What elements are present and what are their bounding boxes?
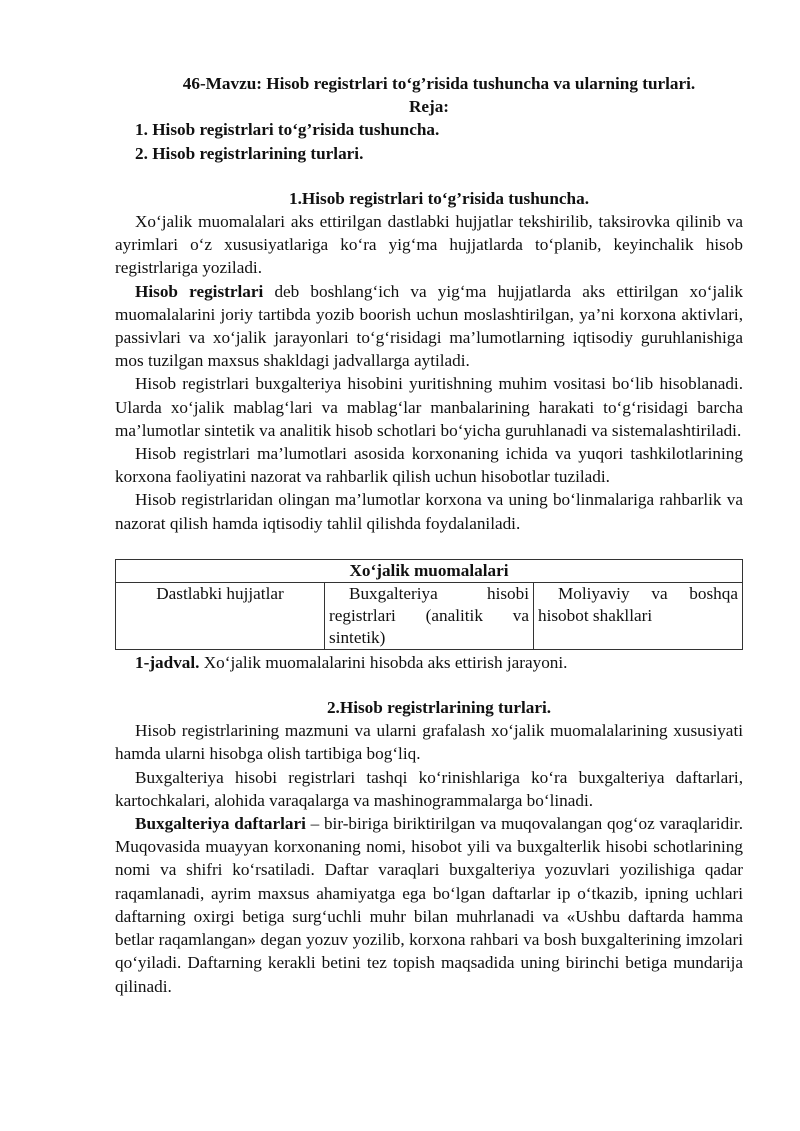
term-buxgalteriya-daftarlari: Buxgalteriya daftarlari: [135, 814, 306, 834]
section-1-paragraph-5: Hisob registrlaridan olingan ma’lumotlar korxona va uning bo‘linmalariga rahbarlik va nazorat qilish hamda iqtisodiy tahlil qilishda foydalaniladi.: [115, 490, 743, 533]
table-header-cell: Xo‘jalik muomalalari: [116, 559, 743, 582]
table-caption-label: 1-jadval.: [135, 652, 200, 672]
plan-item-1: 1. Hisob registrlari to‘g’risida tushuncha.: [135, 120, 440, 140]
section-2-paragraph-1: Hisob registrlarining mazmuni va ularni grafalash xo‘jalik muomalalarining xususiyati hamda ularni hisobga olish tartibiga bog‘liq.: [115, 721, 743, 764]
section-1-heading: 1.Hisob registrlari to‘g’risida tushuncha.: [288, 188, 589, 208]
section-1-paragraph-2: [115, 280, 743, 373]
table-cell-reports: Moliyaviy va boshqa hisobot shakllari: [534, 582, 743, 649]
table-caption-text: Xo‘jalik muomalalarini hisobda aks ettirish jarayoni.: [199, 652, 568, 672]
term-hisob-registrlari: Hisob registrlari: [135, 281, 264, 301]
section-2-paragraph-3: [115, 812, 743, 998]
document-page: [115, 72, 743, 998]
paragraph-text: deb boshlang‘ich va yig‘ma hujjatlarda aks ettirilgan xo‘jalik muomalalarini joriy tartibda yozib boorish uchun moslashtirilgan, ya’ni korxona aktivlari, passivlari va xo‘jalik jarayonlari to‘g‘risidagi ma’lumotlarning iqtisodiy guruhlanishiga mos tuzilgan maxsus shakldagi jadvallarga aytiladi.: [115, 281, 743, 371]
section-2-heading: 2.Hisob registrlarining turlari.: [326, 698, 552, 718]
spacer: [115, 165, 743, 187]
table-cell-primary-documents: Dastlabki hujjatlar: [116, 582, 325, 649]
section-1-paragraph-3: Hisob registrlari buxgalteriya hisobini yuritishning muhim vositasi bo‘lib hisoblanadi. Ularda xo‘jalik mablag‘lari va mablag‘lar manbalarining harakati to‘g‘risidagi barcha ma’lumotlar sintetik va analitik hisob schotlari bo‘yicha guruhlanadi va sistemalashtiriladi.: [115, 374, 743, 440]
document-title: 46-Mavzu: Hisob registrlari to‘g’risida tushuncha va ularning turlari.: [182, 74, 696, 93]
paragraph-text: – bir-biriga biriktirilgan va muqovalangan qog‘oz varaqlaridir. Muqovasida muayyan korxonaning nomi, hisobot yili va buxgalterlik hisobi schotlarining nomi va shifri ko‘rsatiladi. Daftar varaqlari buxgalteriya yozuvlari yozilishiga qadar raqamlanadi, ayrim maxsus ahamiyatga ega bo‘lgan daftarlar ip o‘tkazib, ipning uchlari daftarning oxirgi betiga surg‘uchli muhr bilan muhrlanadi va «Ushbu daftarda hamma betlar raqamlangan» degan yozuv yozilib, korxona rahbari va bosh buxgalterining imzolari qo‘yiladi. Daftarning kerakli betini tez topish maqsadida uning birinchi betiga mundarija qilinadi.: [115, 814, 744, 996]
table-cell-registers: Buxgalteriya hisobi registrlari (analitik va sintetik): [325, 582, 534, 649]
table-caption: [115, 651, 743, 674]
plan-item-2: 2. Hisob registrlarining turlari.: [135, 143, 364, 163]
section-1-paragraph-1: Xo‘jalik muomalalari aks ettirilgan dastlabki hujjatlar tekshirilib, taksirovka qilinib va ayrimlari o‘z xususiyatlariga ko‘ra yig‘ma hujjatlarda to‘planib, keyinchalik hisob registrlariga yoziladi.: [115, 212, 743, 278]
process-table: [115, 559, 743, 650]
plan-heading: Reja:: [408, 97, 450, 117]
section-1-paragraph-4: Hisob registrlari ma’lumotlari asosida korxonaning ichida va yuqori tashkilotlarining korxona faoliyatini nazorat va rahbarlik qilish uchun hisobotlar tuziladi.: [115, 444, 743, 487]
section-2-paragraph-2: Buxgalteriya hisobi registrlari tashqi ko‘rinishlariga ko‘ra buxgalteriya daftarlari, kartochkalari, alohida varaqalarga va mashinogrammalarga bo‘linadi.: [115, 767, 743, 810]
table-row: [116, 582, 743, 649]
spacer: [115, 674, 743, 696]
table-container: [115, 559, 743, 650]
table-header-row: [116, 559, 743, 582]
